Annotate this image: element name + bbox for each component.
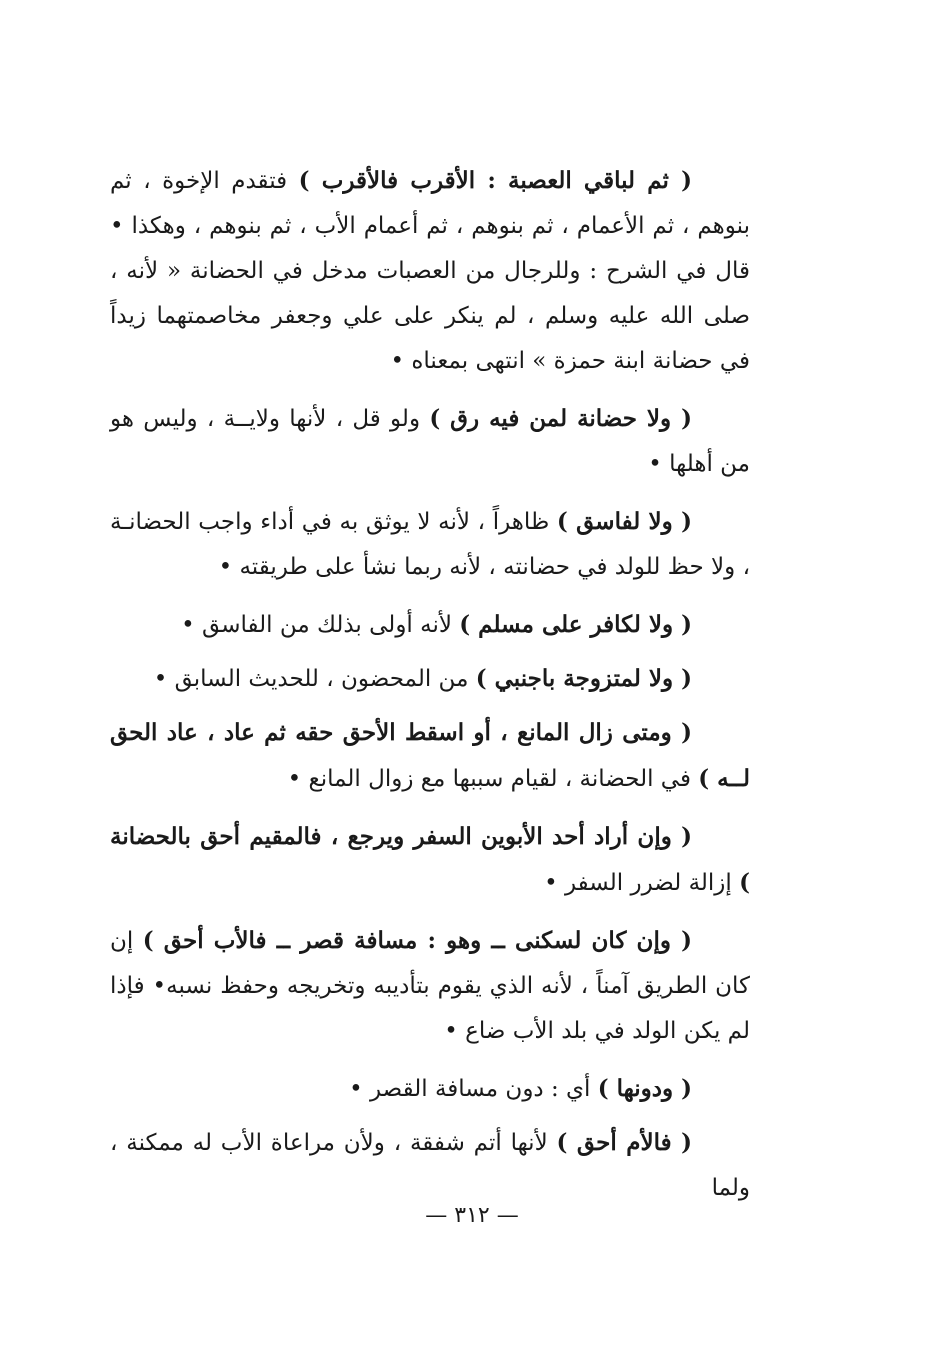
paragraph-3-body: ظاهراً ، لأنه لا يوثق به في أداء واجب الحضانـة ، ولا حظ للولد في حضانته ، لأنه ربما نشأ على طريقته • [110, 509, 750, 580]
paragraph-2-body: ولو قل ، لأنها ولايــة ، وليس هو من أهلها • [110, 406, 750, 477]
paragraph-8-body: إن كان الطريق آمناً ، لأنه الذي يقوم بتأديبه وتخريجه وحفظ نسبه• فإذا لم يكن الولد في بلد الأب ضاع • [110, 928, 750, 1044]
paragraph-7 [110, 814, 750, 906]
paragraph-1 [110, 158, 750, 384]
paragraph-6 [110, 710, 750, 802]
paragraph-7-body: إزالة لضرر السفر • [544, 870, 740, 896]
paragraph-10-heading: ( فالأم أحق ) [556, 1129, 692, 1156]
paragraph-7-heading: ( وإن أراد أحد الأبوين السفر ويرجع ، فالمقيم أحق بالحضانة ) [110, 823, 750, 896]
paragraph-8 [110, 918, 750, 1054]
paragraph-1-body: فتقدم الإخوة ، ثم بنوهم ، ثم الأعمام ، ثم بنوهم ، ثم أعمام الأب ، ثم بنوهم ، وهكذا • قال في الشرح : وللرجال من العصبات مدخل في الحضانة « لأنه ، صلى الله عليه وسلم ، لم ينكر على علي وجعفر مخاصمتهما زيداً في حضانة ابنة حمزة » انتهى بمعناه • [110, 168, 750, 374]
paragraph-5-heading: ( ولا لمتزوجة باجنبي ) [475, 665, 692, 692]
paragraph-9 [110, 1066, 750, 1112]
paragraph-9-body: أي : دون مسافة القصر • [349, 1076, 598, 1102]
paragraph-6-body: في الحضانة ، لقيام سببها مع زوال المانع • [287, 766, 699, 792]
paragraph-10-body: لأنها أتم شفقة ، ولأن مراعاة الأب له ممكنة ، ولما [110, 1130, 750, 1201]
paragraph-8-heading: ( وإن كان لسكنى ــ وهو : مسافة قصر ــ فالأب أحق ) [142, 927, 692, 954]
paragraph-9-heading: ( ودونها ) [597, 1075, 692, 1102]
paragraph-4 [110, 602, 750, 648]
paragraph-2 [110, 396, 750, 487]
paragraph-2-heading: ( ولا حضانة لمن فيه رق ) [429, 405, 692, 432]
main-text [110, 158, 750, 1223]
paragraph-6-heading: ( ومتى زال المانع ، أو اسقط الأحق حقه ثم عاد ، عاد الحق لــه ) [110, 719, 750, 792]
paragraph-1-heading: ( ثم لباقي العصبة : الأقرب فالأقرب ) [298, 167, 692, 194]
paragraph-3 [110, 499, 750, 590]
paragraph-10 [110, 1120, 750, 1211]
paragraph-3-heading: ( ولا لفاسق ) [556, 508, 692, 535]
page-number: — ٣١٢ — [425, 1203, 519, 1228]
paragraph-4-heading: ( ولا لكافر على مسلم ) [459, 611, 692, 638]
paragraph-5 [110, 656, 750, 702]
paragraph-5-body: من المحضون ، للحديث السابق • [153, 666, 476, 692]
paragraph-4-body: لأنه أولى بذلك من الفاسق • [181, 612, 460, 638]
